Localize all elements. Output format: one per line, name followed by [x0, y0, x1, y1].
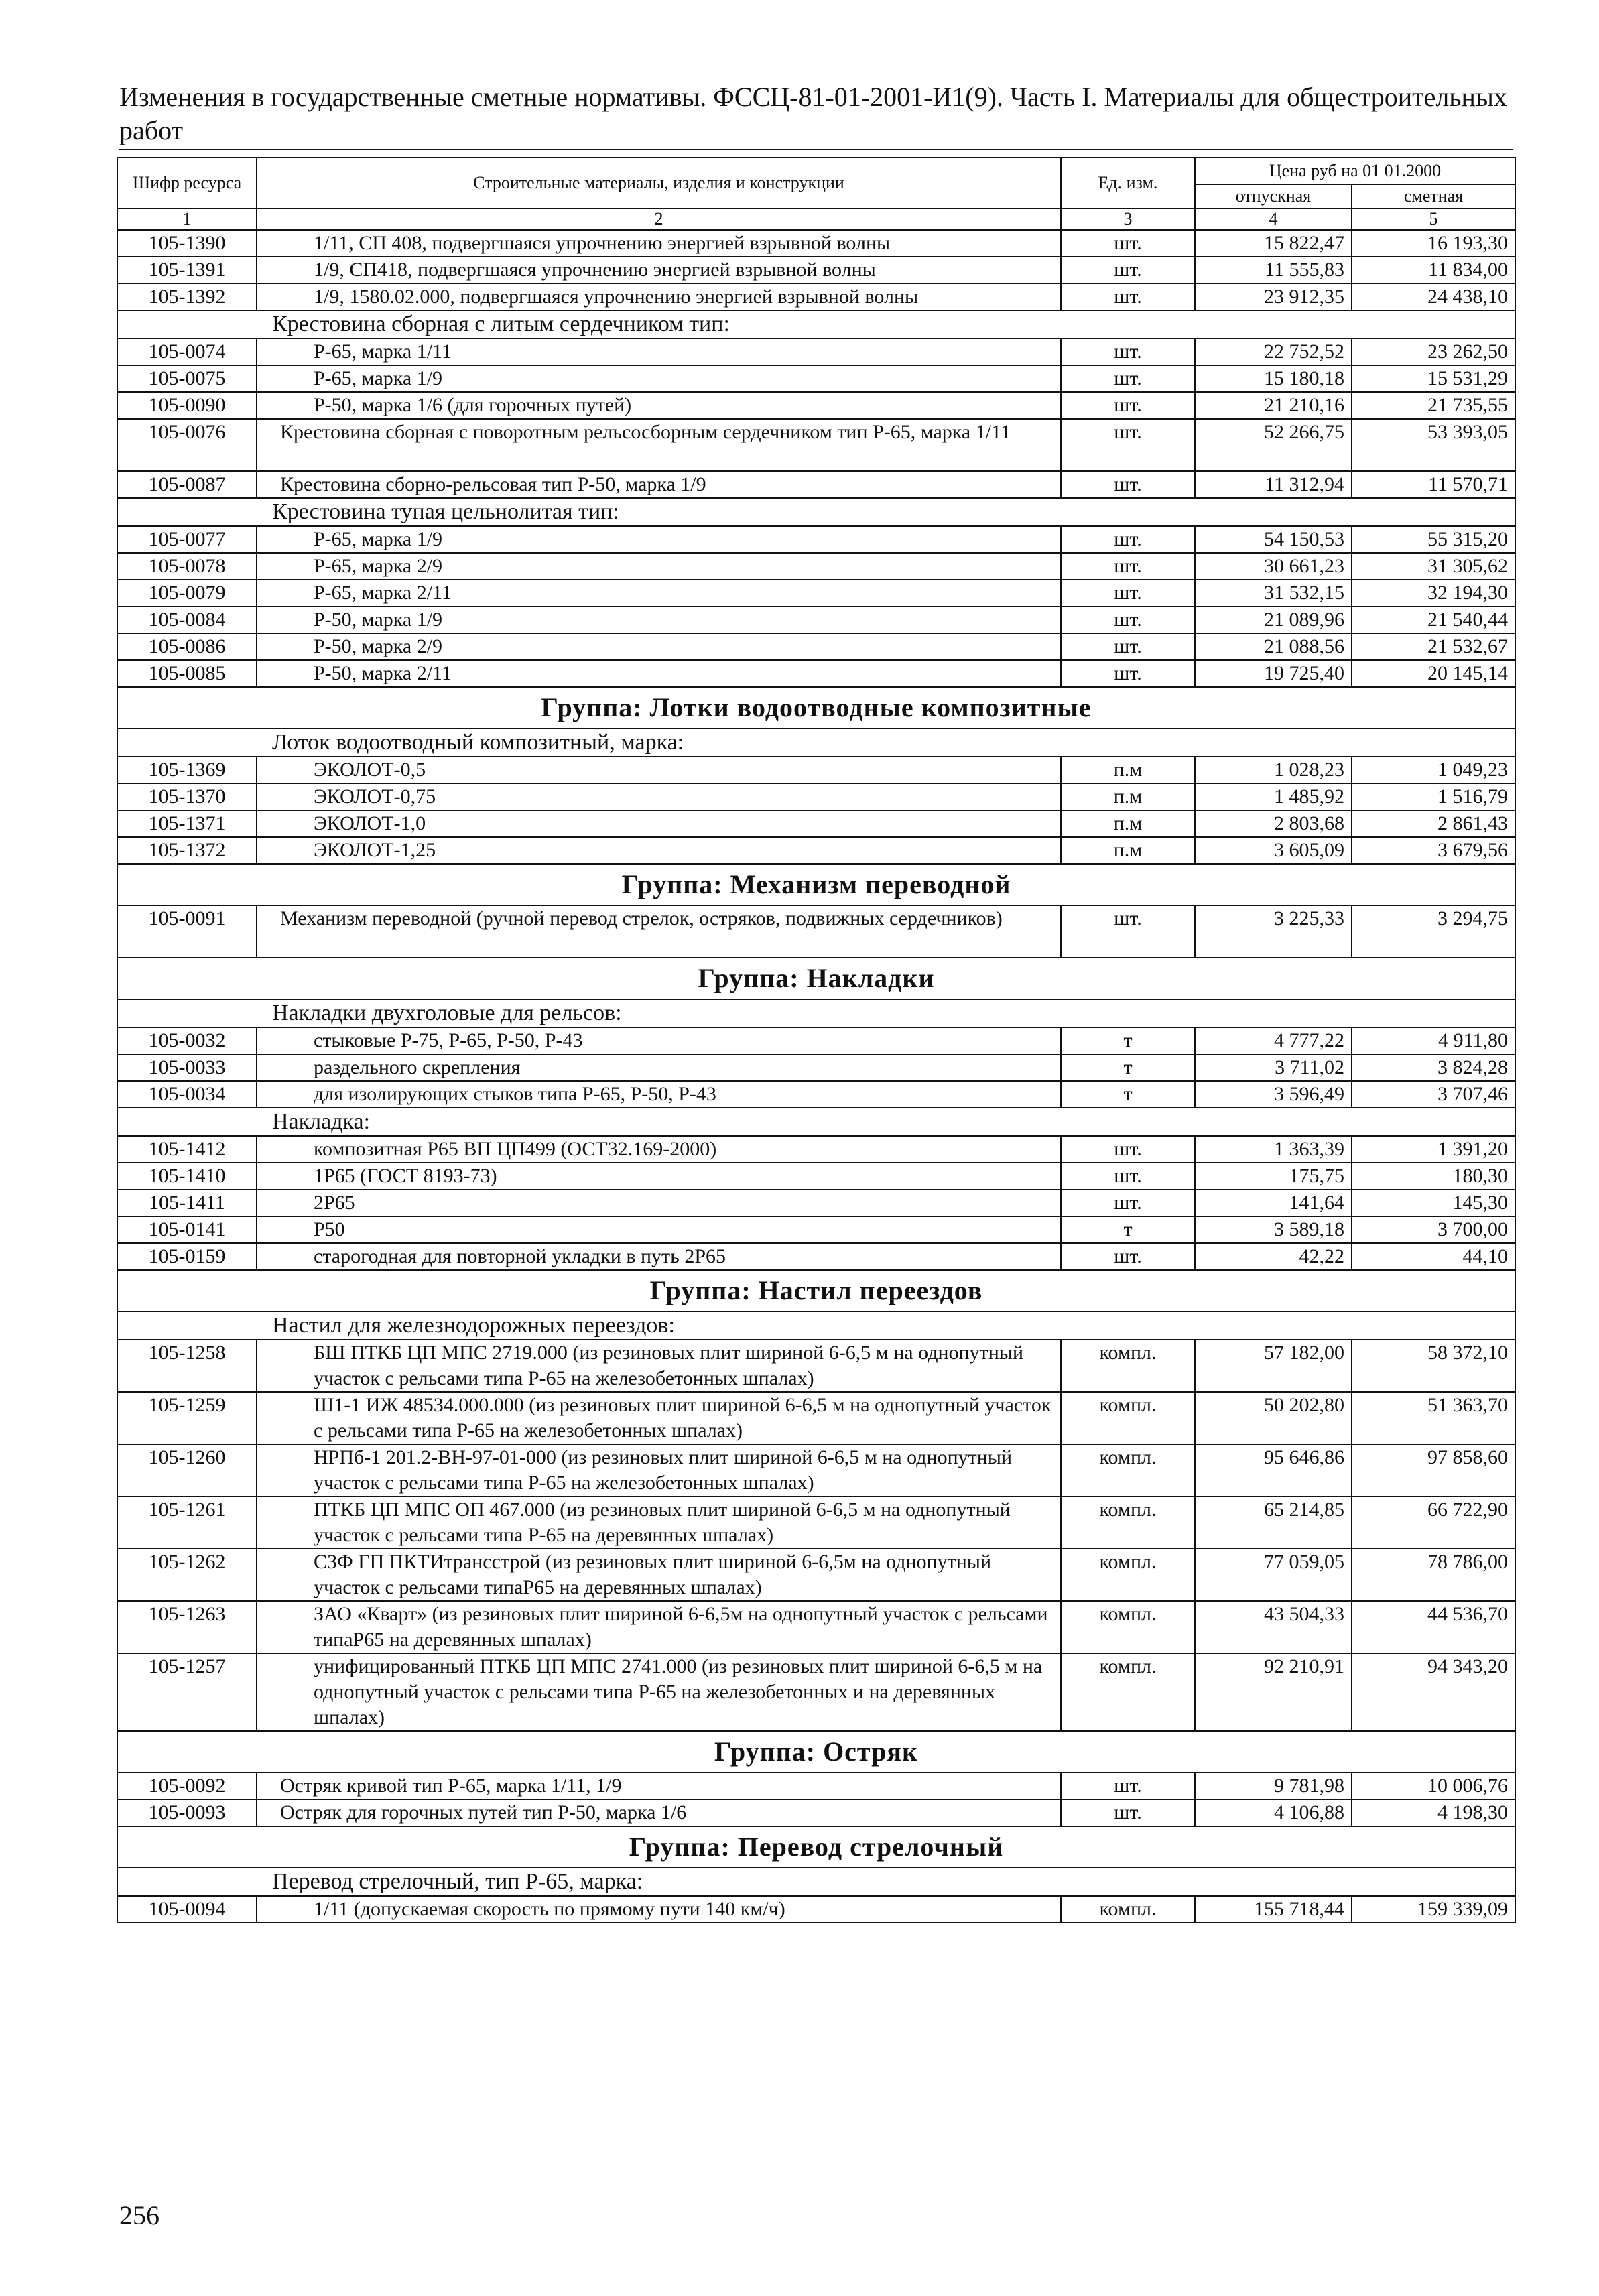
table-row — [117, 1190, 1515, 1216]
resource-code: 105-0090 — [117, 392, 257, 419]
resource-code: 105-1370 — [117, 783, 257, 810]
price-estimate: 78 786,00 — [1352, 1549, 1515, 1601]
price-estimate: 24 438,10 — [1352, 283, 1515, 310]
group-title: Группа: Остряк — [117, 1731, 1515, 1773]
resource-code: 105-1263 — [117, 1601, 257, 1653]
material-name: ЗАО «Кварт» (из резиновых плит шириной 6-6,5м на однопутный участок с рельсами типаР65 на деревянных шпалах) — [257, 1601, 1061, 1653]
material-name: ЭКОЛОТ-1,0 — [257, 810, 1061, 837]
table-row — [117, 1896, 1515, 1923]
group-header-row — [117, 1826, 1515, 1868]
table-row — [117, 1216, 1515, 1243]
price-estimate: 180,30 — [1352, 1163, 1515, 1190]
price-release: 52 266,75 — [1195, 419, 1352, 471]
resource-code: 105-1257 — [117, 1653, 257, 1731]
material-name: Р50 — [257, 1216, 1061, 1243]
resource-code: 105-0094 — [117, 1896, 257, 1923]
material-name: ЭКОЛОТ-0,75 — [257, 783, 1061, 810]
price-estimate: 53 393,05 — [1352, 419, 1515, 471]
price-estimate: 4 198,30 — [1352, 1799, 1515, 1826]
price-release: 21 088,56 — [1195, 633, 1352, 660]
unit-of-measure: шт. — [1061, 1773, 1195, 1799]
column-numbers-row — [117, 208, 1515, 230]
unit-of-measure: т — [1061, 1054, 1195, 1081]
price-estimate: 3 679,56 — [1352, 837, 1515, 864]
material-name: ЭКОЛОТ-1,25 — [257, 837, 1061, 864]
material-name: для изолирующих стыков типа Р-65, Р-50, Р-43 — [257, 1081, 1061, 1108]
resource-code: 105-1410 — [117, 1163, 257, 1190]
unit-of-measure: т — [1061, 1027, 1195, 1054]
material-name: ЭКОЛОТ-0,5 — [257, 757, 1061, 783]
table-row — [117, 392, 1515, 419]
table-row — [117, 1799, 1515, 1826]
group-header-row — [117, 958, 1515, 999]
price-release: 11 312,94 — [1195, 471, 1352, 498]
resource-code: 105-0091 — [117, 905, 257, 958]
col-header-name: Строительные материалы, изделия и конструкции — [257, 157, 1061, 208]
price-release: 1 485,92 — [1195, 783, 1352, 810]
group-header-row — [117, 1270, 1515, 1312]
table-row — [117, 1549, 1515, 1601]
materials-price-table — [117, 157, 1516, 1923]
price-estimate: 44,10 — [1352, 1243, 1515, 1270]
group-title: Группа: Механизм переводной — [117, 864, 1515, 905]
table-row — [117, 257, 1515, 283]
price-release: 175,75 — [1195, 1163, 1352, 1190]
resource-code: 105-1259 — [117, 1392, 257, 1444]
price-estimate: 11 570,71 — [1352, 471, 1515, 498]
material-name: Ш1-1 ИЖ 48534.000.000 (из резиновых плит шириной 6-6,5 м на однопутный участок с рельсами типа Р-65 на железобетонных шпалах) — [257, 1392, 1061, 1444]
resource-code: 105-0092 — [117, 1773, 257, 1799]
unit-of-measure: шт. — [1061, 660, 1195, 687]
group-title: Группа: Лотки водоотводные композитные — [117, 687, 1515, 728]
col-number: 4 — [1195, 208, 1352, 230]
material-name: Механизм переводной (ручной перевод стрелок, остряков, подвижных сердечников) — [257, 905, 1061, 958]
col-header-price: Цена руб на 01 01.2000 — [1195, 157, 1515, 184]
price-estimate: 66 722,90 — [1352, 1496, 1515, 1549]
unit-of-measure: шт. — [1061, 905, 1195, 958]
group-title: Группа: Накладки — [117, 958, 1515, 999]
material-name: раздельного скрепления — [257, 1054, 1061, 1081]
resource-code: 105-1371 — [117, 810, 257, 837]
table-row — [117, 1653, 1515, 1731]
table-row — [117, 1340, 1515, 1392]
resource-code: 105-1411 — [117, 1190, 257, 1216]
table-row — [117, 783, 1515, 810]
price-estimate: 94 343,20 — [1352, 1653, 1515, 1731]
material-name: Крестовина сборная с поворотным рельсосборным сердечником тип Р-65, марка 1/11 — [257, 419, 1061, 471]
unit-of-measure: шт. — [1061, 338, 1195, 365]
table-row — [117, 230, 1515, 257]
resource-code: 105-0086 — [117, 633, 257, 660]
resource-code: 105-0032 — [117, 1027, 257, 1054]
subheading-row — [117, 1312, 1515, 1340]
price-release: 77 059,05 — [1195, 1549, 1352, 1601]
unit-of-measure: шт. — [1061, 283, 1195, 310]
unit-of-measure: шт. — [1061, 1163, 1195, 1190]
subheading-text: Лоток водоотводный композитный, марка: — [117, 728, 1515, 757]
table-row — [117, 1081, 1515, 1108]
price-estimate: 3 700,00 — [1352, 1216, 1515, 1243]
material-name: Остряк кривой тип Р-65, марка 1/11, 1/9 — [257, 1773, 1061, 1799]
material-name: Р-65, марка 2/11 — [257, 580, 1061, 607]
price-release: 2 803,68 — [1195, 810, 1352, 837]
price-estimate: 21 735,55 — [1352, 392, 1515, 419]
table-row — [117, 1496, 1515, 1549]
price-release: 21 089,96 — [1195, 607, 1352, 633]
price-release: 3 225,33 — [1195, 905, 1352, 958]
material-name: СЗФ ГП ПКТИтрансстрой (из резиновых плит шириной 6-6,5м на однопутный участок с рельсами типаР65 на деревянных шпалах) — [257, 1549, 1061, 1601]
material-name: ПТКБ ЦП МПС ОП 467.000 (из резиновых плит шириной 6-6,5 м на однопутный участок с рельсами типа Р-65 на деревянных шпалах) — [257, 1496, 1061, 1549]
table-row — [117, 660, 1515, 687]
price-release: 23 912,35 — [1195, 283, 1352, 310]
group-title: Группа: Настил переездов — [117, 1270, 1515, 1312]
document-title: Изменения в государственные сметные нормативы. ФССЦ-81-01-2001-И1(9). Часть I. Материалы для общестроительных работ — [119, 82, 1507, 145]
resource-code: 105-0141 — [117, 1216, 257, 1243]
material-name: Р-50, марка 2/11 — [257, 660, 1061, 687]
unit-of-measure: п.м — [1061, 757, 1195, 783]
unit-of-measure: компл. — [1061, 1444, 1195, 1496]
price-estimate: 145,30 — [1352, 1190, 1515, 1216]
price-release: 42,22 — [1195, 1243, 1352, 1270]
material-name: Р-65, марка 1/9 — [257, 365, 1061, 392]
unit-of-measure: шт. — [1061, 257, 1195, 283]
unit-of-measure: компл. — [1061, 1601, 1195, 1653]
subheading-row — [117, 728, 1515, 757]
table-row — [117, 633, 1515, 660]
subheading-text: Настил для железнодорожных переездов: — [117, 1312, 1515, 1340]
resource-code: 105-1392 — [117, 283, 257, 310]
material-name: унифицированный ПТКБ ЦП МПС 2741.000 (из резиновых плит шириной 6-6,5 м на однопутный участок с рельсами типа Р-65 на железобетонных и на деревянных шпалах) — [257, 1653, 1061, 1731]
price-estimate: 3 707,46 — [1352, 1081, 1515, 1108]
price-estimate: 4 911,80 — [1352, 1027, 1515, 1054]
subheading-text: Крестовина сборная с литым сердечником тип: — [117, 310, 1515, 338]
material-name: 1/11, СП 408, подвергшаяся упрочнению энергией взрывной волны — [257, 230, 1061, 257]
unit-of-measure: компл. — [1061, 1392, 1195, 1444]
page-number: 256 — [119, 2200, 159, 2230]
table-row — [117, 1243, 1515, 1270]
price-release: 30 661,23 — [1195, 553, 1352, 580]
unit-of-measure: шт. — [1061, 1799, 1195, 1826]
resource-code: 105-0087 — [117, 471, 257, 498]
price-estimate: 55 315,20 — [1352, 526, 1515, 553]
price-release: 3 605,09 — [1195, 837, 1352, 864]
resource-code: 105-1260 — [117, 1444, 257, 1496]
price-estimate: 15 531,29 — [1352, 365, 1515, 392]
resource-code: 105-1262 — [117, 1549, 257, 1601]
subheading-text: Перевод стрелочный, тип Р-65, марка: — [117, 1868, 1515, 1896]
resource-code: 105-0033 — [117, 1054, 257, 1081]
resource-code: 105-0078 — [117, 553, 257, 580]
resource-code: 105-0085 — [117, 660, 257, 687]
resource-code: 105-1391 — [117, 257, 257, 283]
price-release: 155 718,44 — [1195, 1896, 1352, 1923]
price-release: 9 781,98 — [1195, 1773, 1352, 1799]
unit-of-measure: т — [1061, 1081, 1195, 1108]
table-row — [117, 1027, 1515, 1054]
table-row — [117, 905, 1515, 958]
col-number: 3 — [1061, 208, 1195, 230]
price-estimate: 44 536,70 — [1352, 1601, 1515, 1653]
price-estimate: 97 858,60 — [1352, 1444, 1515, 1496]
resource-code: 105-0075 — [117, 365, 257, 392]
price-release: 22 752,52 — [1195, 338, 1352, 365]
material-name: Крестовина сборно-рельсовая тип Р-50, марка 1/9 — [257, 471, 1061, 498]
price-release: 15 180,18 — [1195, 365, 1352, 392]
group-header-row — [117, 864, 1515, 905]
price-release: 19 725,40 — [1195, 660, 1352, 687]
group-title: Группа: Перевод стрелочный — [117, 1826, 1515, 1868]
col-header-price-estimate: сметная — [1352, 184, 1515, 208]
resource-code: 105-0093 — [117, 1799, 257, 1826]
price-estimate: 16 193,30 — [1352, 230, 1515, 257]
table-row — [117, 1136, 1515, 1163]
unit-of-measure: т — [1061, 1216, 1195, 1243]
price-estimate: 10 006,76 — [1352, 1773, 1515, 1799]
price-release: 4 777,22 — [1195, 1027, 1352, 1054]
resource-code: 105-1412 — [117, 1136, 257, 1163]
price-estimate: 20 145,14 — [1352, 660, 1515, 687]
unit-of-measure: шт. — [1061, 392, 1195, 419]
price-estimate: 23 262,50 — [1352, 338, 1515, 365]
col-number: 1 — [117, 208, 257, 230]
price-estimate: 3 294,75 — [1352, 905, 1515, 958]
unit-of-measure: п.м — [1061, 837, 1195, 864]
table-row — [117, 757, 1515, 783]
group-header-row — [117, 687, 1515, 728]
unit-of-measure: п.м — [1061, 810, 1195, 837]
material-name: НРПб-1 201.2-ВН-97-01-000 (из резиновых плит шириной 6-6,5 м на однопутный участок с рельсами типа Р-65 на железобетонных шпалах) — [257, 1444, 1061, 1496]
price-release: 57 182,00 — [1195, 1340, 1352, 1392]
resource-code: 105-1258 — [117, 1340, 257, 1392]
subheading-row — [117, 498, 1515, 526]
price-release: 1 028,23 — [1195, 757, 1352, 783]
table-body — [117, 230, 1515, 1923]
table-row — [117, 837, 1515, 864]
resource-code: 105-1390 — [117, 230, 257, 257]
col-header-code: Шифр ресурса — [117, 157, 257, 208]
table-row — [117, 1444, 1515, 1496]
price-estimate: 3 824,28 — [1352, 1054, 1515, 1081]
price-estimate: 1 516,79 — [1352, 783, 1515, 810]
resource-code: 105-1261 — [117, 1496, 257, 1549]
resource-code: 105-0076 — [117, 419, 257, 471]
price-release: 1 363,39 — [1195, 1136, 1352, 1163]
price-release: 95 646,86 — [1195, 1444, 1352, 1496]
unit-of-measure: шт. — [1061, 633, 1195, 660]
material-name: 1/11 (допускаемая скорость по прямому пути 140 км/ч) — [257, 1896, 1061, 1923]
resource-code: 105-1372 — [117, 837, 257, 864]
table-row — [117, 1054, 1515, 1081]
subheading-row — [117, 999, 1515, 1027]
price-estimate: 21 532,67 — [1352, 633, 1515, 660]
price-release: 11 555,83 — [1195, 257, 1352, 283]
resource-code: 105-0077 — [117, 526, 257, 553]
price-release: 141,64 — [1195, 1190, 1352, 1216]
document-header — [119, 80, 1513, 150]
price-estimate: 1 049,23 — [1352, 757, 1515, 783]
price-release: 31 532,15 — [1195, 580, 1352, 607]
price-release: 65 214,85 — [1195, 1496, 1352, 1549]
material-name: 1/9, СП418, подвергшаяся упрочнению энергией взрывной волны — [257, 257, 1061, 283]
col-header-unit: Ед. изм. — [1061, 157, 1195, 208]
price-estimate: 21 540,44 — [1352, 607, 1515, 633]
unit-of-measure: шт. — [1061, 1190, 1195, 1216]
price-estimate: 31 305,62 — [1352, 553, 1515, 580]
table-row — [117, 553, 1515, 580]
unit-of-measure: шт. — [1061, 1243, 1195, 1270]
unit-of-measure: компл. — [1061, 1340, 1195, 1392]
unit-of-measure: п.м — [1061, 783, 1195, 810]
unit-of-measure: шт. — [1061, 1136, 1195, 1163]
table-row — [117, 1773, 1515, 1799]
unit-of-measure: компл. — [1061, 1896, 1195, 1923]
group-header-row — [117, 1731, 1515, 1773]
table-row — [117, 471, 1515, 498]
material-name: Р-50, марка 1/9 — [257, 607, 1061, 633]
subheading-row — [117, 1868, 1515, 1896]
unit-of-measure: шт. — [1061, 580, 1195, 607]
table-row — [117, 419, 1515, 471]
material-name: 1/9, 1580.02.000, подвергшаяся упрочнению энергией взрывной волны — [257, 283, 1061, 310]
table-row — [117, 810, 1515, 837]
price-release: 3 589,18 — [1195, 1216, 1352, 1243]
price-release: 50 202,80 — [1195, 1392, 1352, 1444]
material-name: Р-65, марка 2/9 — [257, 553, 1061, 580]
table-row — [117, 283, 1515, 310]
unit-of-measure: шт. — [1061, 526, 1195, 553]
price-estimate: 51 363,70 — [1352, 1392, 1515, 1444]
material-name: Р-65, марка 1/11 — [257, 338, 1061, 365]
material-name: Р-65, марка 1/9 — [257, 526, 1061, 553]
material-name: 2Р65 — [257, 1190, 1061, 1216]
material-name: композитная Р65 ВП ЦП499 (ОСТ32.169-2000) — [257, 1136, 1061, 1163]
unit-of-measure: шт. — [1061, 419, 1195, 471]
unit-of-measure: шт. — [1061, 230, 1195, 257]
material-name: БШ ПТКБ ЦП МПС 2719.000 (из резиновых плит шириной 6-6,5 м на однопутный участок с рельсами типа Р-65 на железобетонных шпалах) — [257, 1340, 1061, 1392]
price-estimate: 32 194,30 — [1352, 580, 1515, 607]
material-name: Р-50, марка 2/9 — [257, 633, 1061, 660]
price-estimate: 159 339,09 — [1352, 1896, 1515, 1923]
table-row — [117, 607, 1515, 633]
subheading-row — [117, 310, 1515, 338]
material-name: Р-50, марка 1/6 (для горочных путей) — [257, 392, 1061, 419]
resource-code: 105-1369 — [117, 757, 257, 783]
material-name: 1Р65 (ГОСТ 8193-73) — [257, 1163, 1061, 1190]
price-release: 43 504,33 — [1195, 1601, 1352, 1653]
table-row — [117, 338, 1515, 365]
resource-code: 105-0159 — [117, 1243, 257, 1270]
material-name: старогодная для повторной укладки в путь 2Р65 — [257, 1243, 1061, 1270]
unit-of-measure: компл. — [1061, 1549, 1195, 1601]
subheading-text: Накладки двухголовые для рельсов: — [117, 999, 1515, 1027]
table-row — [117, 580, 1515, 607]
price-estimate: 11 834,00 — [1352, 257, 1515, 283]
price-release: 15 822,47 — [1195, 230, 1352, 257]
price-estimate: 58 372,10 — [1352, 1340, 1515, 1392]
table-row — [117, 1601, 1515, 1653]
material-name: стыковые Р-75, Р-65, Р-50, Р-43 — [257, 1027, 1061, 1054]
table-row — [117, 1392, 1515, 1444]
resource-code: 105-0034 — [117, 1081, 257, 1108]
unit-of-measure: шт. — [1061, 471, 1195, 498]
material-name: Остряк для горочных путей тип Р-50, марка 1/6 — [257, 1799, 1061, 1826]
unit-of-measure: компл. — [1061, 1653, 1195, 1731]
table-row — [117, 1163, 1515, 1190]
col-number: 2 — [257, 208, 1061, 230]
subheading-text: Накладка: — [117, 1108, 1515, 1136]
resource-code: 105-0074 — [117, 338, 257, 365]
subheading-row — [117, 1108, 1515, 1136]
table-row — [117, 365, 1515, 392]
price-release: 21 210,16 — [1195, 392, 1352, 419]
price-release: 3 596,49 — [1195, 1081, 1352, 1108]
resource-code: 105-0079 — [117, 580, 257, 607]
price-release: 4 106,88 — [1195, 1799, 1352, 1826]
price-release: 54 150,53 — [1195, 526, 1352, 553]
price-release: 3 711,02 — [1195, 1054, 1352, 1081]
col-number: 5 — [1352, 208, 1515, 230]
price-estimate: 1 391,20 — [1352, 1136, 1515, 1163]
price-release: 92 210,91 — [1195, 1653, 1352, 1731]
unit-of-measure: шт. — [1061, 365, 1195, 392]
table-row — [117, 526, 1515, 553]
resource-code: 105-0084 — [117, 607, 257, 633]
unit-of-measure: компл. — [1061, 1496, 1195, 1549]
subheading-text: Крестовина тупая цельнолитая тип: — [117, 498, 1515, 526]
price-estimate: 2 861,43 — [1352, 810, 1515, 837]
unit-of-measure: шт. — [1061, 607, 1195, 633]
col-header-price-release: отпускная — [1195, 184, 1352, 208]
unit-of-measure: шт. — [1061, 553, 1195, 580]
